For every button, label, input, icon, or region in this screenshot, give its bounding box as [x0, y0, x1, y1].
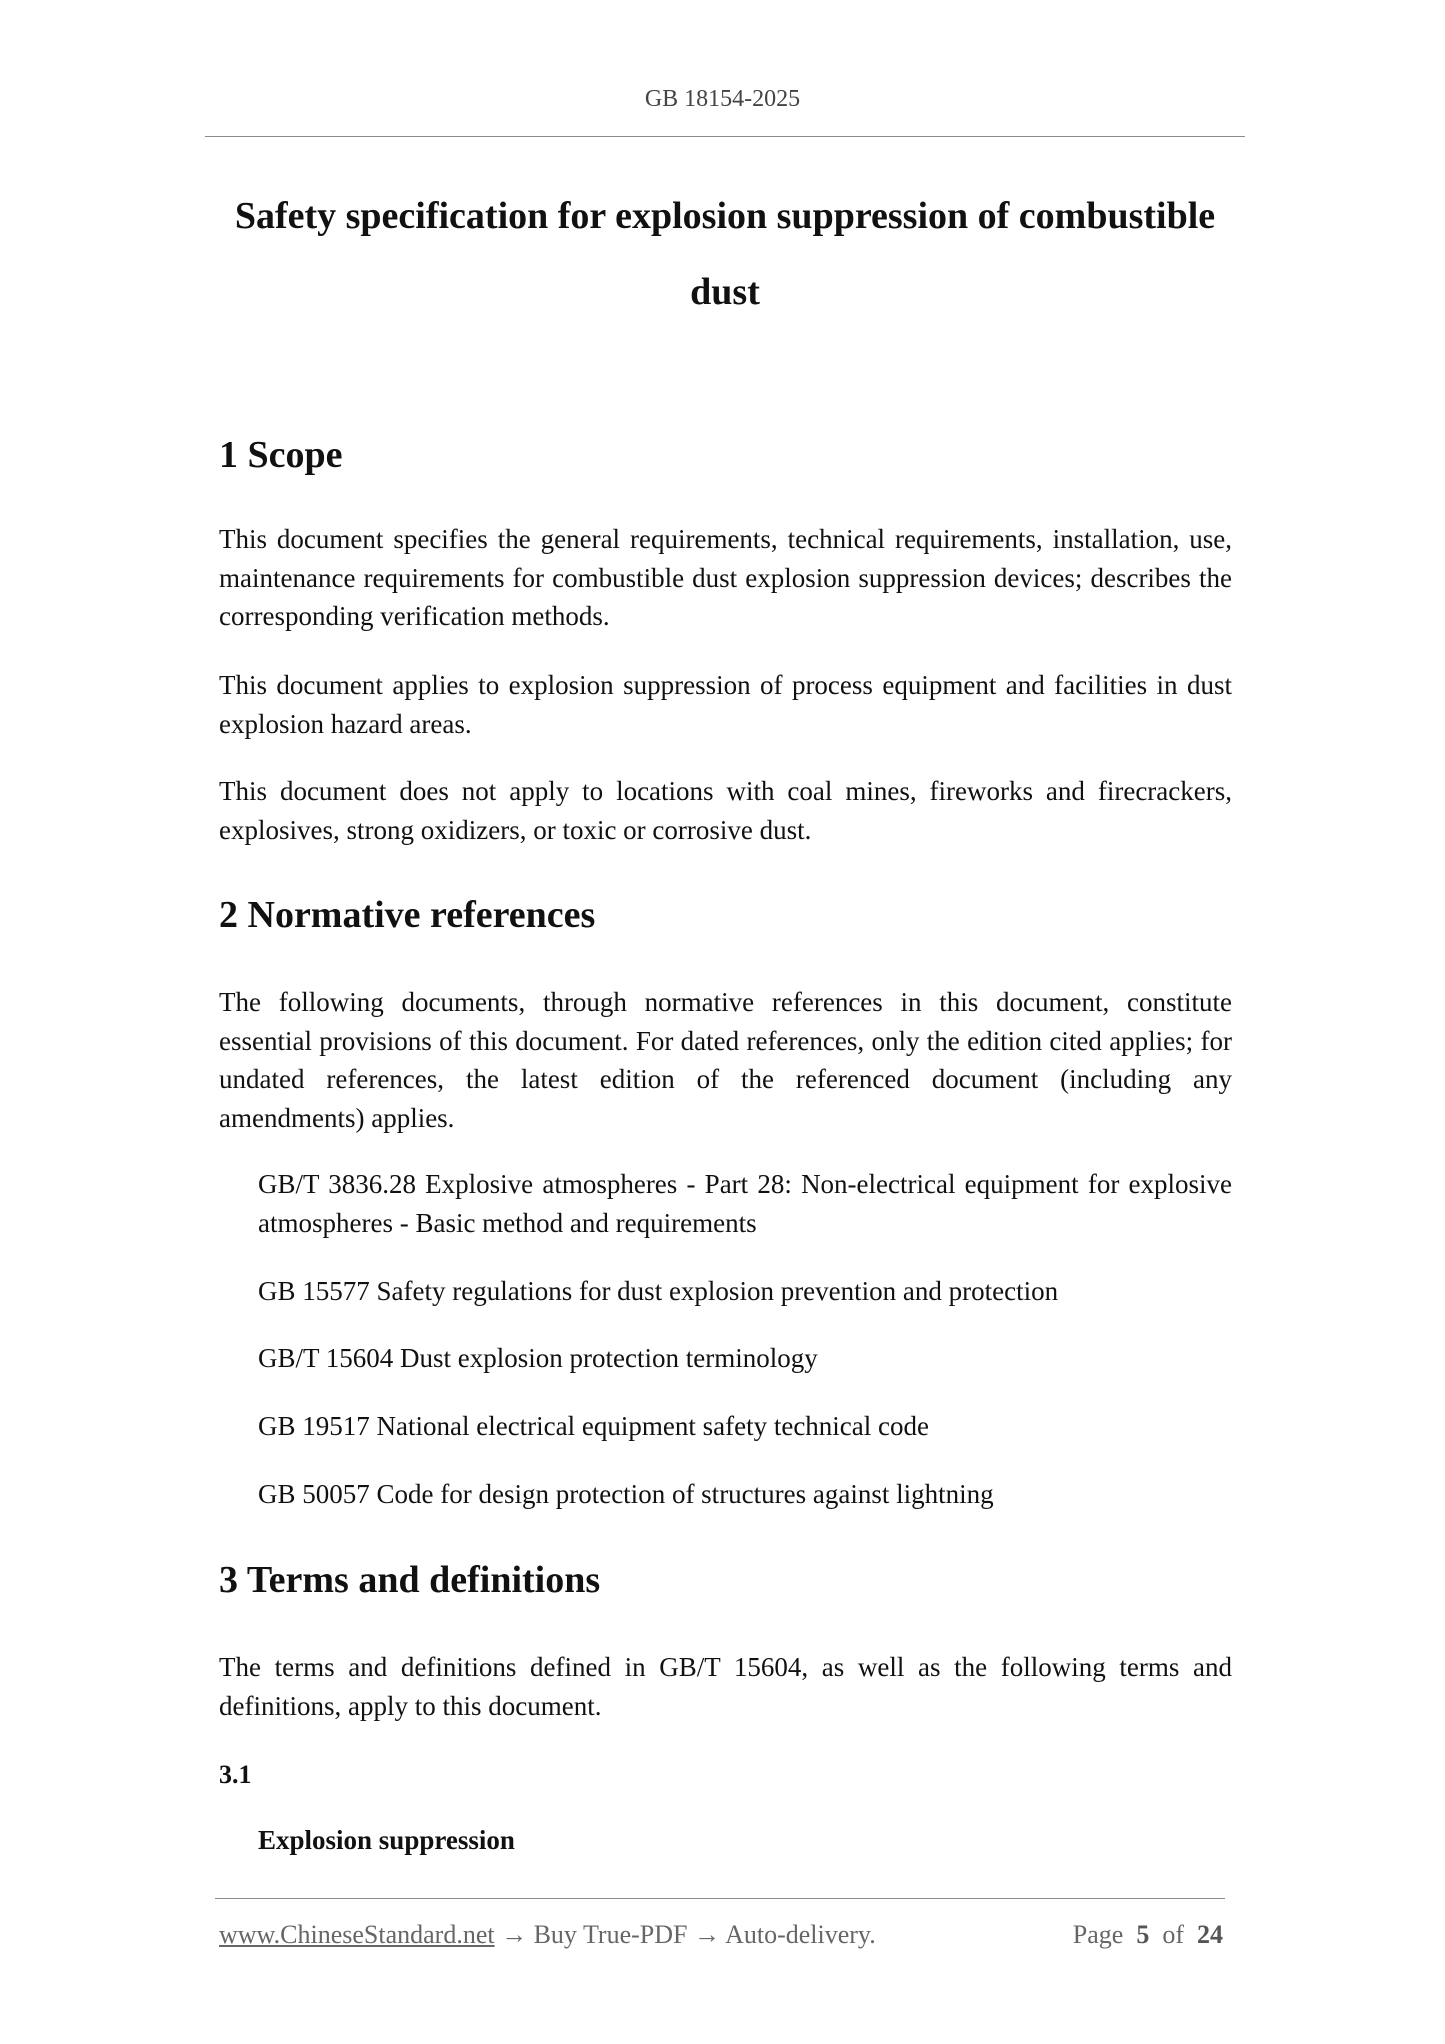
- page-label: Page: [1072, 1920, 1124, 1949]
- reference-item: GB 15577 Safety regulations for dust explosion prevention and protection: [258, 1276, 1059, 1306]
- section-heading-terms-definitions: 3 Terms and definitions: [219, 1559, 601, 1601]
- term-name: Explosion suppression: [258, 1825, 515, 1855]
- reference-item: GB 50057 Code for design protection of structures against lightning: [258, 1479, 994, 1509]
- scope-paragraph-2: This document applies to explosion suppression of process equipment and facilities in dust explosion hazard areas.: [219, 670, 1232, 739]
- term-number: 3.1: [219, 1760, 252, 1789]
- arrow-right-icon: →: [694, 1920, 720, 1949]
- footer-promo: [219, 1920, 876, 1950]
- scope-paragraph-1: This document specifies the general requirements, technical requirements, installation, use, maintenance requirements for combustible dust explosion suppression devices; describes the corresponding verification methods.: [219, 524, 1232, 631]
- buy-true-pdf-text: Buy True-PDF: [533, 1920, 688, 1949]
- arrow-right-icon: →: [501, 1920, 528, 1949]
- document-title-line1: Safety specification for explosion suppression of combustible: [234, 195, 1216, 237]
- page-current: 5: [1136, 1920, 1150, 1949]
- header-doc-code: GB 18154-2025: [644, 86, 801, 112]
- page-total: 24: [1197, 1920, 1223, 1949]
- auto-delivery-text: Auto-delivery.: [725, 1920, 876, 1949]
- document-title: [200, 178, 1250, 330]
- terms-intro-paragraph: The terms and definitions defined in GB/T 15604, as well as the following terms and definitions, apply to this document.: [219, 1652, 1232, 1721]
- footer-divider: [215, 1898, 1225, 1899]
- reference-item: GB/T 3836.28 Explosive atmospheres - Part 28: Non-electrical equipment for explosive atmospheres - Basic method and requirements: [258, 1169, 1232, 1238]
- scope-paragraph-3: This document does not apply to locations with coal mines, fireworks and firecrackers, explosives, strong oxidizers, or toxic or corrosive dust.: [219, 776, 1232, 845]
- header-divider: [205, 136, 1245, 137]
- document-title-line2: dust: [690, 271, 760, 313]
- page-of-label: of: [1162, 1920, 1184, 1949]
- reference-item: GB/T 15604 Dust explosion protection terminology: [258, 1343, 818, 1373]
- site-link[interactable]: www.ChineseStandard.net: [219, 1920, 495, 1949]
- section-heading-normative-references: 2 Normative references: [219, 894, 596, 936]
- reference-item: GB 19517 National electrical equipment safety technical code: [258, 1411, 929, 1441]
- section-heading-scope: 1 Scope: [219, 434, 343, 476]
- page-indicator: [1073, 1920, 1223, 1950]
- normative-intro-paragraph: The following documents, through normative references in this document, constitute essential provisions of this document. For dated references, only the edition cited applies; for undated references, the latest edition of the referenced document (including any amendments) applies.: [219, 987, 1232, 1133]
